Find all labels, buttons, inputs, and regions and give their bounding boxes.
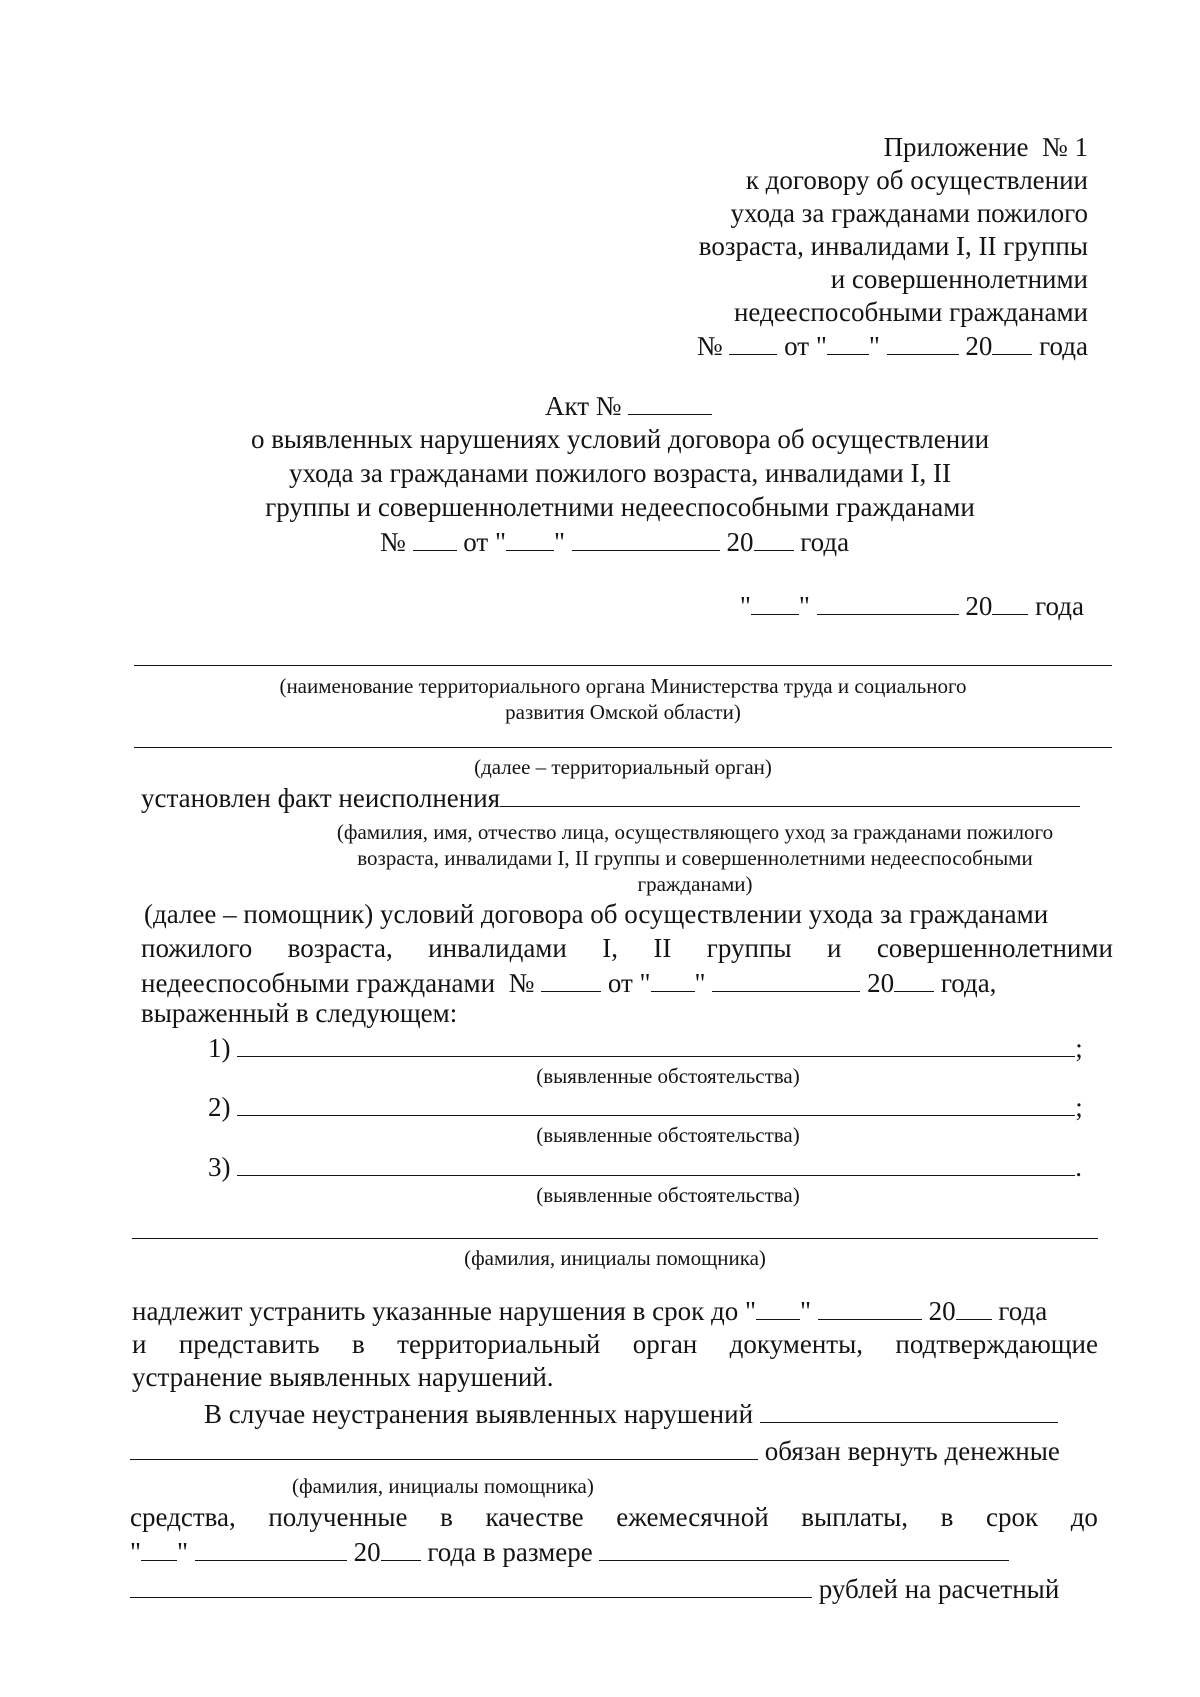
caption-org-1: (наименование территориального органа Министерства труда и социального: [279, 674, 967, 698]
appendix-line-5: и совершеннолетними: [830, 264, 1088, 294]
appendix-line-4: возраста, инвалидами I, II группы: [698, 231, 1088, 261]
caption-helper-2: возраста, инвалидами I, II группы и совершеннолетними недееспособными: [357, 846, 1033, 870]
word: документы,: [729, 1329, 863, 1359]
word: группы: [706, 933, 792, 963]
item-1-caption: (выявленные обстоятельства): [536, 1064, 800, 1088]
helper-fio-blank-line: [132, 1238, 1098, 1239]
para1-line-4: выраженный в следующем:: [141, 998, 458, 1028]
word: средства,: [130, 1502, 236, 1532]
word: до: [1070, 1502, 1098, 1532]
item-2-caption: (выявленные обстоятельства): [536, 1123, 800, 1147]
item-3-caption: (выявленные обстоятельства): [536, 1183, 800, 1207]
para3-line-4: " " 20 года в размере: [130, 1538, 1009, 1566]
caption-helper-1: (фамилия, имя, отчество лица, осуществляющего уход за гражданами пожилого: [336, 820, 1054, 844]
act-subtitle-3: группы и совершеннолетними недееспособными гражданами: [265, 492, 975, 522]
org-name-blank-line: [134, 665, 1112, 666]
act-contract-number: № от " " 20 года: [380, 527, 850, 557]
word: представить: [178, 1329, 320, 1359]
org-name-blank-line-2: [134, 747, 1112, 748]
word: и: [826, 933, 842, 963]
word: в: [940, 1502, 954, 1532]
act-date: " " 20 года: [739, 591, 1084, 621]
word: в: [440, 1502, 453, 1532]
word: орган: [632, 1329, 698, 1359]
word: качестве: [485, 1502, 584, 1532]
para2-line-3: устранение выявленных нарушений.: [132, 1362, 554, 1392]
word: пожилого: [141, 933, 253, 963]
para2-line-1: надлежит устранить указанные нарушения в срок до " " 20 года: [132, 1296, 1048, 1326]
caption-org-2: развития Омской области): [505, 700, 741, 724]
para3-line-2: обязан вернуть денежные: [130, 1437, 1060, 1465]
word: ежемесячной: [616, 1502, 769, 1532]
para1-line-2: [141, 935, 1113, 962]
word: II: [653, 933, 672, 963]
word: полученные: [268, 1502, 408, 1532]
appendix-contract-number: № от " " 20 года: [696, 331, 1088, 361]
word: выплаты,: [801, 1502, 909, 1532]
word: возраста,: [287, 933, 393, 963]
item-1: 1) ;: [208, 1033, 1083, 1063]
caption-helper-fio: (фамилия, инициалы помощника): [464, 1246, 766, 1270]
word: I,: [602, 933, 618, 963]
act-subtitle-2: ухода за гражданами пожилого возраста, инвалидами I, II: [289, 458, 951, 488]
para3-line-3: [130, 1504, 1098, 1531]
para1-line-3: недееспособными гражданами № от " " 20 года,: [141, 968, 997, 998]
appendix-line-2: к договору об осуществлении: [745, 165, 1088, 195]
caption-org-3: (далее – территориальный орган): [474, 755, 772, 779]
para2-line-2: [132, 1331, 1098, 1358]
item-2: 2) ;: [208, 1092, 1083, 1122]
para3-line-5: рублей на расчетный: [130, 1575, 1059, 1603]
caption-helper-3: гражданами): [637, 872, 753, 896]
word: инвалидами: [428, 933, 567, 963]
appendix-line-3: ухода за гражданами пожилого: [730, 198, 1088, 228]
word: территориальный: [397, 1329, 601, 1359]
word: в: [352, 1329, 365, 1359]
fact-line: установлен факт неисполнения: [141, 784, 1080, 812]
item-3: 3) .: [208, 1152, 1082, 1182]
para3-line-1: В случае неустранения выявленных нарушений: [204, 1400, 1058, 1428]
word: срок: [985, 1502, 1039, 1532]
para1-line-1: (далее – помощник) условий договора об осуществлении ухода за гражданами: [144, 899, 1049, 929]
act-title: Акт №: [545, 392, 712, 420]
appendix-line-6: недееспособными гражданами: [733, 297, 1088, 327]
word: совершеннолетними: [876, 933, 1113, 963]
word: и: [132, 1329, 147, 1359]
appendix-line-1: Приложение № 1: [883, 132, 1088, 162]
word: подтверждающие: [895, 1329, 1098, 1359]
caption-helper-fio-2: (фамилия, инициалы помощника): [292, 1474, 594, 1498]
act-subtitle-1: о выявленных нарушениях условий договора об осуществлении: [250, 424, 990, 454]
